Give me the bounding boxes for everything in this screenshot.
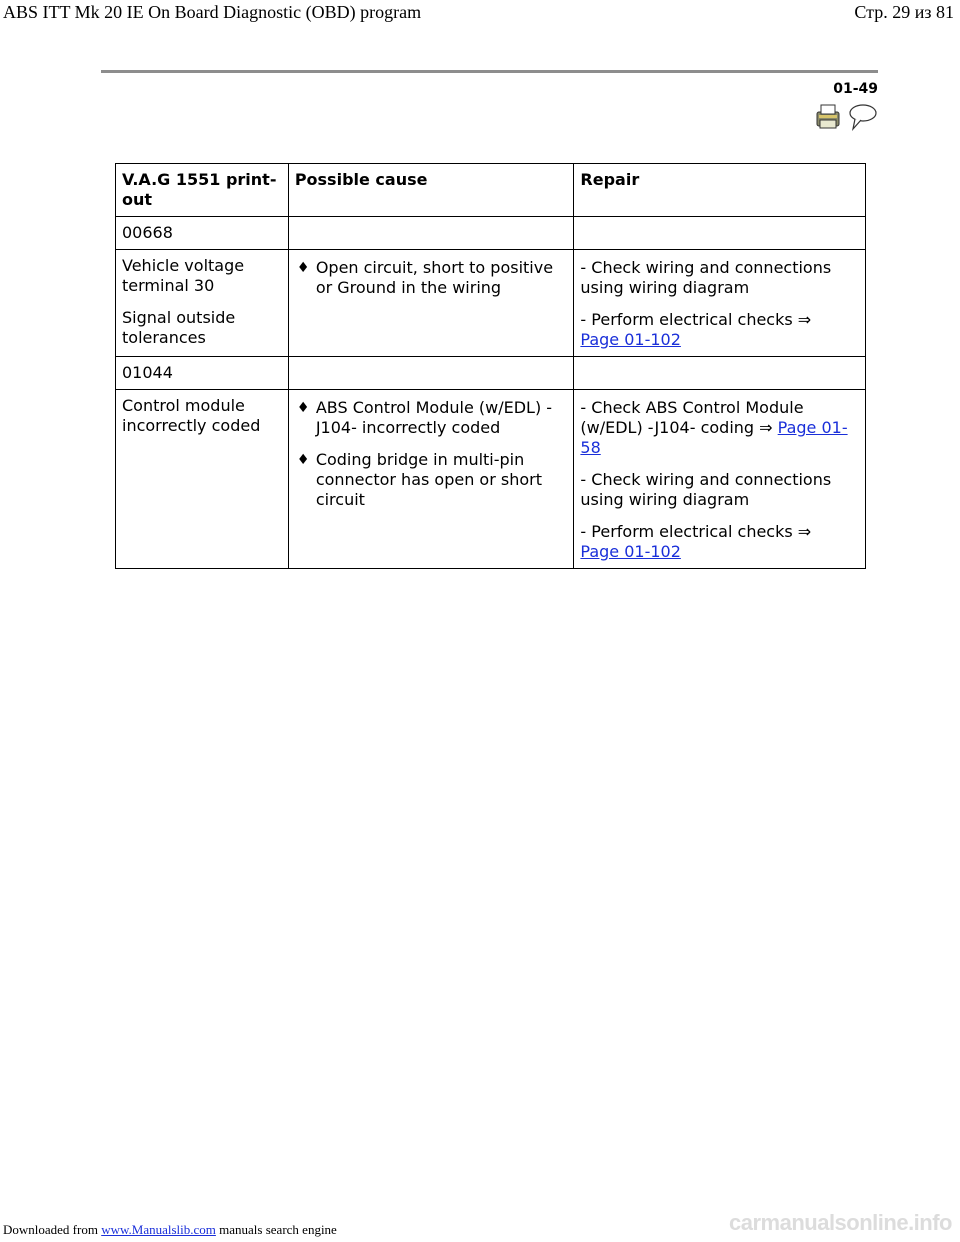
fault-table	[115, 163, 866, 569]
column-header-cause: Possible cause	[288, 164, 574, 217]
repair-cell	[574, 390, 866, 569]
watermark: carmanualsonline.info	[729, 1210, 952, 1235]
empty-cell	[288, 357, 574, 390]
cause-text: Open circuit, short to positive or Ground in the wiring	[315, 258, 554, 297]
cause-item	[295, 398, 569, 438]
diamond-bullet-icon: ♦	[296, 400, 310, 416]
printout-text: Signal outside tolerances	[122, 308, 236, 347]
table-row	[116, 217, 866, 250]
printout-cell	[116, 390, 289, 569]
page-link[interactable]: Page 01-102	[580, 542, 681, 561]
cause-cell	[288, 250, 574, 357]
table-row	[116, 250, 866, 357]
fault-code: 00668	[116, 217, 289, 250]
arrow-right-icon: ⇒	[759, 418, 773, 437]
page-link[interactable]: Page 01-102	[580, 330, 681, 349]
printout-text: Control module incorrectly coded	[122, 396, 261, 435]
column-header-printout: V.A.G 1551 print-out	[116, 164, 289, 217]
table-row	[116, 390, 866, 569]
diamond-bullet-icon: ♦	[296, 452, 310, 468]
document-title: ABS ITT Mk 20 IE On Board Diagnostic (OBD) program	[3, 2, 422, 22]
empty-cell	[574, 357, 866, 390]
repair-item	[580, 258, 860, 298]
page-link[interactable]: Page 01-58	[580, 418, 848, 457]
cause-text: Coding bridge in multi-pin connector has open or short circuit	[315, 450, 542, 509]
cause-cell	[288, 390, 574, 569]
printout-cell	[116, 250, 289, 357]
toolbar-icons	[815, 103, 879, 131]
repair-item	[580, 522, 860, 562]
repair-item	[580, 470, 860, 510]
manualslib-link[interactable]: www.Manualslib.com	[101, 1222, 216, 1237]
cause-item	[295, 258, 569, 298]
column-header-repair: Repair	[574, 164, 866, 217]
empty-cell	[574, 217, 866, 250]
fault-code: 01044	[116, 357, 289, 390]
header-divider	[101, 70, 878, 73]
footer-suffix: manuals search engine	[219, 1222, 337, 1237]
table-row	[116, 357, 866, 390]
arrow-right-icon: ⇒	[797, 310, 812, 329]
repair-item	[580, 310, 860, 350]
page-counter: Стр. 29 из 81	[854, 2, 954, 22]
repair-text: - Check wiring and connections using wiring diagram	[580, 258, 832, 297]
speech-bubble-icon[interactable]	[850, 105, 876, 129]
repair-item	[580, 398, 860, 458]
repair-cell	[574, 250, 866, 357]
cause-item	[295, 450, 569, 510]
repair-text: - Perform electrical checks	[580, 522, 793, 541]
repair-text: - Check wiring and connections using wiring diagram	[580, 470, 832, 509]
footer-prefix: Downloaded from	[3, 1222, 98, 1237]
empty-cell	[288, 217, 574, 250]
printer-icon[interactable]	[817, 105, 839, 128]
page-number: 01-49	[833, 81, 878, 97]
repair-text: - Check ABS Control Module (w/EDL) -J104- coding	[580, 398, 804, 437]
arrow-right-icon: ⇒	[797, 522, 812, 541]
download-source	[3, 1222, 337, 1238]
cause-text: ABS Control Module (w/EDL) -J104- incorrectly coded	[315, 398, 553, 437]
repair-text: - Perform electrical checks	[580, 310, 793, 329]
table-header-row	[116, 164, 866, 217]
printout-text: Vehicle voltage terminal 30	[122, 256, 245, 295]
diamond-bullet-icon: ♦	[296, 260, 310, 276]
